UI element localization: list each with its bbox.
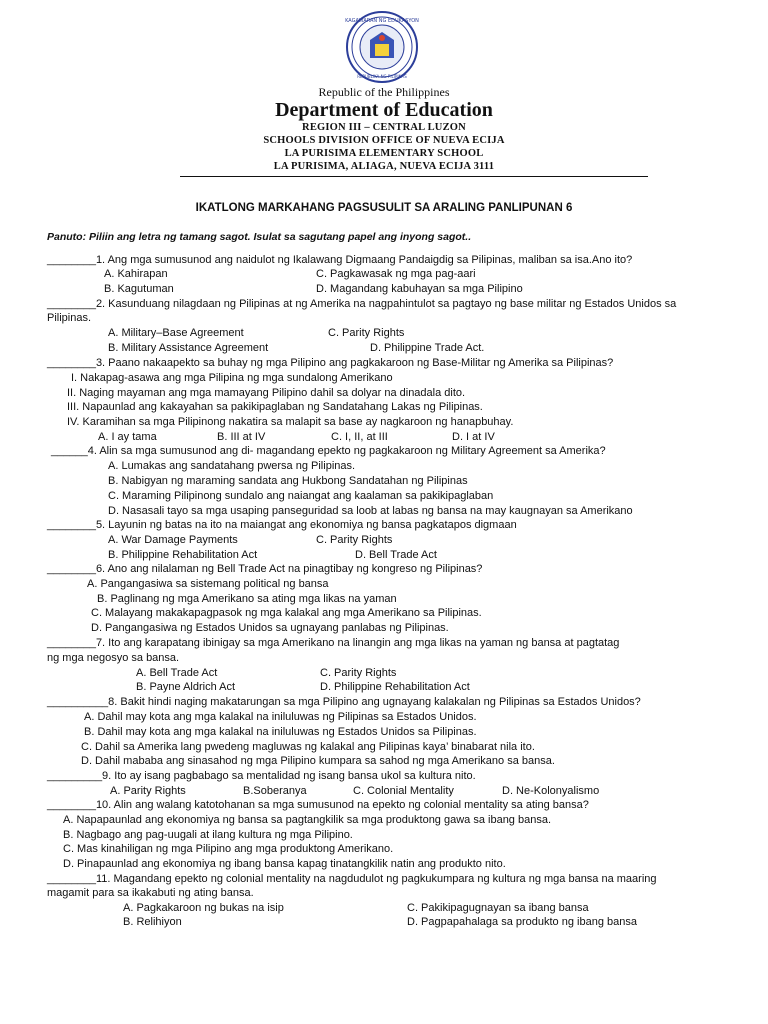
q4-option-b: B. Nabigyan ng maraming sandata ang Hukbong Sandatahan ng Pilipinas (108, 475, 468, 487)
q11-option-a: A. Pagkakaroon ng bukas na isip (123, 902, 284, 914)
q7-option-b: B. Payne Aldrich Act (136, 681, 236, 693)
division-line: SCHOOLS DIVISION OFFICE OF NUEVA ECIJA (263, 135, 505, 146)
q10-option-d: D. Pinapaunlad ang ekonomiya ng ibang bansa kapag tinatangkilik natin ang produkto nito. (63, 858, 506, 870)
question-9: _________9. Ito ay isang pagbabago sa mentalidad ng isang bansa ukol sa kultura nito. (47, 770, 476, 782)
question-11: ________11. Magandang epekto ng colonial mentality na nagdudulot ng pagkukumpara ng kultura ng mga bansa na maaring (47, 873, 657, 885)
address-line: LA PURISIMA, ALIAGA, NUEVA ECIJA 3111 (273, 161, 495, 172)
q9-option-d: D. Ne-Kolonyalismo (502, 785, 600, 797)
q2-option-d: D. Philippine Trade Act. (370, 342, 485, 354)
q4-option-d: D. Nasasali tayo sa mga usaping panseguridad sa loob at labas ng bansa na may kaugnayan sa Amerikano (108, 505, 633, 517)
q4-option-c: C. Maraming Pilipinong sundalo ang naiangat ang kaalaman sa pakikipaglaban (108, 490, 494, 502)
question-11-cont: magamit para sa ikakabuti ng ating bansa. (47, 887, 254, 899)
q1-option-c: C. Pagkawasak ng mga pag-aari (316, 268, 476, 280)
q3-statement-iii: III. Napaunlad ang kakayahan sa pakikipaglaban ng Sandatahang Lakas ng Pilipinas. (67, 401, 483, 413)
q8-option-a: A. Dahil may kota ang mga kalakal na iniluluwas ng Pilipinas sa Estados Unidos. (84, 711, 477, 723)
exam-title: IKATLONG MARKAHANG PAGSUSULIT SA ARALING PANLIPUNAN 6 (195, 202, 573, 214)
question-7: ________7. Ito ang karapatang ibinigay sa mga Amerikano na linangin ang mga likas na yaman ng bansa at pagtatag (47, 637, 620, 649)
q3-option-c: C. I, II, at III (331, 431, 388, 443)
q3-statement-i: I. Nakapag-asawa ang mga Pilipina ng mga sundalong Amerikano (71, 372, 393, 384)
q4-option-a: A. Lumakas ang sandatahang pwersa ng Pilipinas. (108, 460, 356, 472)
q3-option-b: B. III at IV (217, 431, 266, 443)
q11-option-d: D. Pagpapahalaga sa produkto ng ibang bansa (407, 916, 637, 928)
question-8: __________8. Bakit hindi naging makatarungan sa mga Pilipino ang ugnayang kalakalan ng Pilipinas sa Estados Unidos? (47, 696, 641, 708)
q7-option-d: D. Philippine Rehabilitation Act (320, 681, 470, 693)
q2-option-a: A. Military–Base Agreement (108, 327, 244, 339)
q10-option-c: C. Mas kinahiligan ng mga Pilipino ang mga produktong Amerikano. (63, 843, 394, 855)
q9-option-c: C. Colonial Mentality (353, 785, 454, 797)
q2-option-c: C. Parity Rights (328, 327, 405, 339)
instructions: Panuto: Piliin ang letra ng tamang sagot. Isulat sa sagutang papel ang inyong sagot.. (47, 231, 472, 243)
q3-statement-ii: II. Naging mayaman ang mga mamayang Pilipino dahil sa dolyar na dinadala dito. (67, 387, 466, 399)
q3-statement-iv: IV. Karamihan sa mga Pilipinong nakatira sa malapit sa base ay nagkaroon ng hanapbuhay. (67, 416, 514, 428)
header-divider (180, 176, 648, 177)
q7-option-a: A. Bell Trade Act (136, 667, 218, 679)
q7-option-c: C. Parity Rights (320, 667, 397, 679)
department-title: Department of Education (275, 99, 493, 121)
q3-option-d: D. I at IV (452, 431, 495, 443)
region-line: REGION III – CENTRAL LUZON (302, 122, 466, 133)
q8-option-d: D. Dahil mababa ang sinasahod ng mga Pilipino kumpara sa sahod ng mga Amerikano sa bansa. (81, 755, 555, 767)
q5-option-d: D. Bell Trade Act (355, 549, 437, 561)
question-5: ________5. Layunin ng batas na ito na maiangat ang ekonomiya ng bansa pagkatapos digmaan (47, 519, 517, 531)
seal-text-bottom: REPUBLIKA NG PILIPINAS (357, 74, 407, 79)
q6-option-b: B. Paglinang ng mga Amerikano sa ating mga likas na yaman (97, 593, 397, 605)
question-7-cont: ng mga negosyo sa bansa. (47, 652, 180, 664)
question-3: ________3. Paano nakaapekto sa buhay ng mga Pilipino ang pagkakaroon ng Base-Militar ng Amerika sa Pilipinas? (47, 357, 614, 369)
q5-option-a: A. War Damage Payments (108, 534, 238, 546)
question-4: ______4. Alin sa mga sumusunod ang di- magandang epekto ng pagkakaroon ng Military Agreement sa Amerika? (51, 445, 606, 457)
deped-seal (337, 10, 427, 84)
q10-option-a: A. Napapaunlad ang ekonomiya ng bansa sa pagtangkilik sa mga produktong gawa sa ibang bansa. (63, 814, 552, 826)
q10-option-b: B. Nagbago ang pag-uugali at ilang kultura ng mga Pilipino. (63, 829, 353, 841)
q9-option-b: B.Soberanya (243, 785, 307, 797)
q9-option-a: A. Parity Rights (110, 785, 186, 797)
question-6: ________6. Ano ang nilalaman ng Bell Trade Act na pinagtibay ng kongreso ng Pilipinas? (47, 563, 483, 575)
question-10: ________10. Alin ang walang katotohanan sa mga sumusunod na epekto ng colonial mentality sa ating bansa? (47, 799, 589, 811)
q5-option-b: B. Philippine Rehabilitation Act (108, 549, 258, 561)
q2-option-b: B. Military Assistance Agreement (108, 342, 269, 354)
q11-option-c: C. Pakikipagugnayan sa ibang bansa (407, 902, 589, 914)
seal-text-top: KAGAWARAN NG EDUKASYON (345, 18, 419, 24)
question-1: ________1. Ang mga sumusunod ang naidulot ng Ikalawang Digmaang Pandaigdig sa Pilipinas, maliban sa isa.Ano ito? (47, 254, 633, 266)
q6-option-a: A. Pangangasiwa sa sistemang political ng bansa (87, 578, 329, 590)
q1-option-d: D. Magandang kabuhayan sa mga Pilipino (316, 283, 523, 295)
q6-option-c: C. Malayang makakapagpasok ng mga kalakal ang mga Amerikano sa Pilipinas. (91, 607, 482, 619)
school-line: LA PURISIMA ELEMENTARY SCHOOL (284, 148, 484, 159)
q3-option-a: A. I ay tama (98, 431, 157, 443)
question-2-cont: Pilipinas. (47, 312, 92, 324)
q6-option-d: D. Pangangasiwa ng Estados Unidos sa ugnayang panlabas ng Pilipinas. (91, 622, 449, 634)
q11-option-b: B. Relihiyon (123, 916, 182, 928)
q8-option-c: C. Dahil sa Amerika lang pwedeng magluwas ng kalakal ang Pilipinas kaya’ binabarat nila ito. (81, 741, 535, 753)
q5-option-c: C. Parity Rights (316, 534, 393, 546)
q1-option-b: B. Kagutuman (104, 283, 174, 295)
republic-label: Republic of the Philippines (318, 85, 450, 99)
q8-option-b: B. Dahil may kota ang mga kalakal na iniluluwas ng Estados Unidos sa Pilipinas. (84, 726, 477, 738)
question-2: ________2. Kasunduang nilagdaan ng Pilipinas at ng Amerika na nagpahintulot sa pagtayo ng base militar ng Estados Unidos sa (47, 298, 677, 310)
q1-option-a: A. Kahirapan (104, 268, 168, 280)
